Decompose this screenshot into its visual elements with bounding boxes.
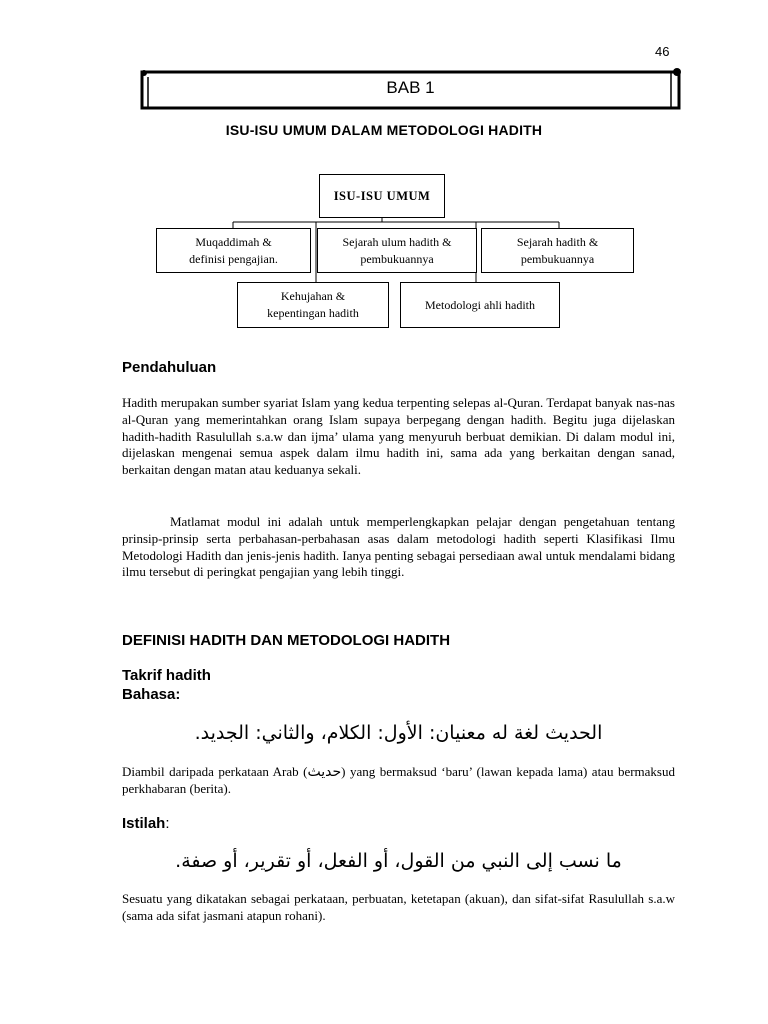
diagram-root-box: [319, 174, 445, 218]
section-heading-definisi: DEFINISI HADITH DAN METODOLOGI HADITH: [122, 632, 451, 649]
document-title: ISU-ISU UMUM DALAM METODOLOGI HADITH: [225, 122, 543, 138]
istilah-label: Istilah: [122, 815, 166, 832]
diagram-box-text: Muqaddimah &: [195, 234, 272, 249]
paragraph-bahasa: [122, 764, 675, 798]
diagram-box-text: definisi pengajian.: [189, 251, 278, 266]
diagram-box-text: pembukuannya: [520, 251, 595, 266]
subheading-takrif: Takrif hadith: [122, 667, 211, 684]
page-number: 46: [655, 44, 670, 59]
arabic-definition-bahasa: الحديث لغة له معنيان: الأول: الكلام، والثاني: الجديد.: [194, 722, 603, 744]
diagram-box-kehujahan: [237, 282, 389, 328]
issues-diagram: [150, 170, 599, 335]
diagram-box-text: Sejarah hadith &: [516, 234, 599, 249]
diagram-box-metodologi: [400, 282, 560, 328]
section-heading-pendahuluan: Pendahuluan: [122, 359, 217, 376]
bahasa-text-before: Diambil daripada perkataan Arab (: [122, 764, 308, 779]
diagram-root-label: ISU-ISU UMUM: [333, 188, 431, 203]
diagram-box-text: Sejarah ulum hadith &: [342, 234, 452, 249]
paragraph-pendahuluan-1: Hadith merupakan sumber syariat Islam yang kedua terpenting selepas al-Quran. Terdapat banyak nas-nas al-Quran yang memerintahkan orang Islam supaya berpegang dengan hadith. Begitu juga dijelaskan hadith-hadith Rasulullah s.a.w dan ijma’ ulama yang menyuruh berbuat demikian. Di dalam modul ini, dijelaskan mengenai semua aspek dalam ilmu hadith ini, sama ada yang berkaitan dengan sanad, berkaitan dengan matan atau keduanya sekali.: [122, 395, 675, 478]
arabic-word-hadith: حديث: [307, 764, 342, 780]
chapter-label: BAB 1: [386, 78, 435, 97]
subheading-bahasa: Bahasa:: [122, 686, 181, 703]
diagram-box-sejarah-ulum: [317, 228, 477, 273]
arabic-definition-istilah: ما نسب إلى النبي من القول، أو الفعل، أو تقرير، أو صفة.: [175, 850, 622, 872]
chapter-banner: [138, 67, 683, 113]
paragraph-istilah: Sesuatu yang dikatakan sebagai perkataan, perbuatan, ketetapan (akuan), dan sifat-sifat Rasulullah s.a.w (sama ada sifat jasmani atapun rohani).: [122, 891, 675, 923]
diagram-box-muqaddimah: [156, 228, 311, 273]
diagram-box-text: Kehujahan &: [280, 289, 346, 303]
diagram-box-sejarah-hadith: [481, 228, 634, 273]
subheading-istilah: [122, 815, 170, 832]
paragraph-pendahuluan-2: Matlamat modul ini adalah untuk memperlengkapkan pelajar dengan pengetahuan tentang prinsip-prinsip serta perbahasan-perbahasan asas dalam metodologi hadith seperti Klasifikasi Ilmu Metodologi Hadith dan jenis-jenis hadith. Ianya penting sebagai persediaan awal untuk mendalami bidang ilmu tersebut di peringkat pengajian yang lebih tinggi.: [122, 514, 675, 580]
diagram-box-text: pembukuannya: [360, 251, 434, 266]
istilah-colon: :: [165, 815, 170, 832]
diagram-box-text: kepentingan hadith: [267, 306, 359, 320]
bahasa-text-after: ) yang bermaksud ‘baru’ (lawan kepada lama) atau bermaksud perkhabaran (berita).: [122, 764, 675, 796]
diagram-box-text: Metodologi ahli hadith: [425, 297, 535, 312]
